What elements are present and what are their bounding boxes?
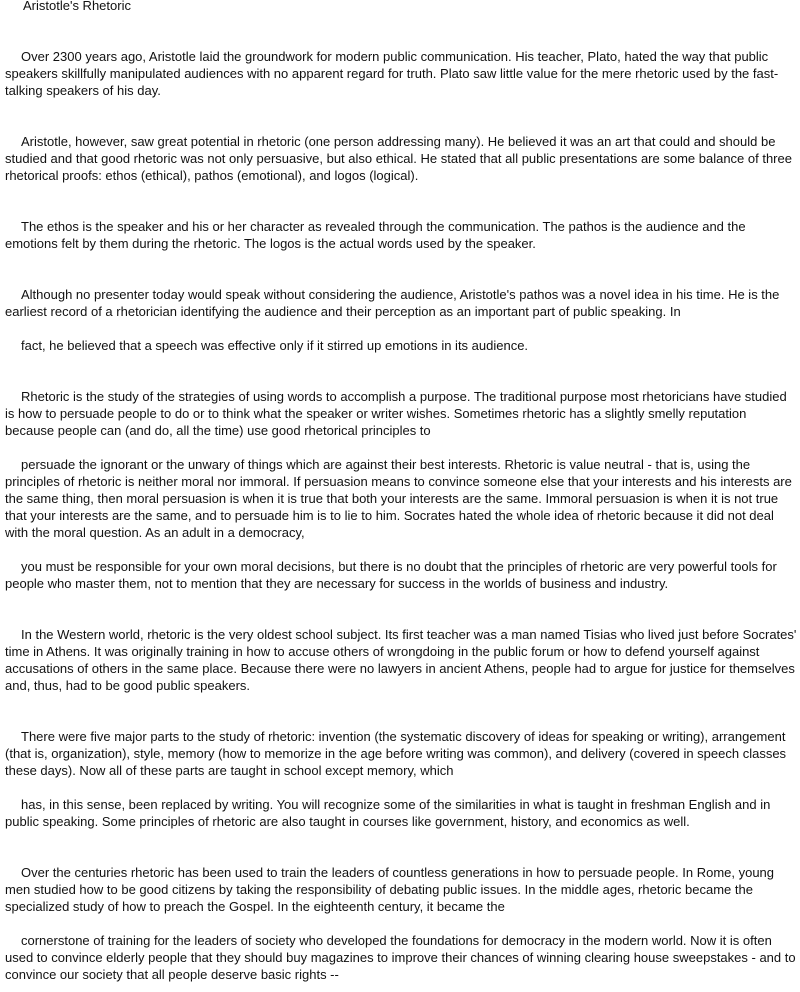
paragraph: persuade the ignorant or the unwary of things which are against their best interests. Rhetoric is value neutral - that is, using the principles of rhetoric is neither moral nor immoral. If persuasion means to convince someone else that your interests and his interests are the same thing, then moral persuasion is when it is true that both your interests are the same. Immoral persuasion is when it is not true that your interests are the same, and to persuade him is to lie to him. Socrates hated the whole idea of rhetoric because it did not deal with the moral question. As an adult in a democracy, bbox=[5, 457, 792, 540]
paragraph: has, in this sense, been replaced by writing. You will recognize some of the similarities in what is taught in freshman English and in public speaking. Some principles of rhetoric are also taught in courses like government, history, and economics as well. bbox=[5, 797, 771, 829]
paragraph: fact, he believed that a speech was effective only if it stirred up emotions in its audience. bbox=[21, 338, 529, 353]
paragraph: Rhetoric is the study of the strategies of using words to accomplish a purpose. The traditional purpose most rhetoricians have studied is how to persuade people to do or to think what the speaker or writer wishes. Sometimes rhetoric has a slightly smelly reputation because people can (and do, all the time) use good rhetorical principles to bbox=[5, 389, 787, 438]
paragraph: Although no presenter today would speak without considering the audience, Aristotle's pathos was a novel idea in his time. He is the earliest record of a rhetorician identifying the audience and their perception as an important part of public speaking. In bbox=[5, 287, 780, 319]
paragraph: There were five major parts to the study of rhetoric: invention (the systematic discovery of ideas for speaking or writing), arrangement (that is, organization), style, memory (how to memorize in the age before writing was common), and delivery (covered in speech classes these days). Now all of these parts are taught in school except memory, which bbox=[5, 729, 787, 778]
paragraph: Over the centuries rhetoric has been used to train the leaders of countless generations in how to persuade people. In Rome, young men studied how to be good citizens by taking the responsibility of debating public issues. In the middle ages, rhetoric became the specialized study of how to preach the Gospel. In the eighteenth century, it became the bbox=[5, 865, 775, 914]
paragraph: you must be responsible for your own moral decisions, but there is no doubt that the principles of rhetoric are very powerful tools for people who master them, not to mention that they are necessary for success in the worlds of business and industry. bbox=[5, 559, 777, 591]
document-title: Aristotle's Rhetoric bbox=[23, 0, 131, 13]
paragraph: cornerstone of training for the leaders of society who developed the foundations for democracy in the modern world. Now it is often used to convince elderly people that they should buy magazines to improve their chances of winning clearing house sweepstakes - and to convince our society that all people deserve basic rights -- bbox=[5, 933, 796, 982]
paragraph: The ethos is the speaker and his or her character as revealed through the communication. The pathos is the audience and the emotions felt by them during the rhetoric. The logos is the actual words used by the speaker. bbox=[5, 219, 746, 251]
paragraph: Over 2300 years ago, Aristotle laid the groundwork for modern public communication. His teacher, Plato, hated the way that public speakers skillfully manipulated audiences with no apparent regard for truth. Plato saw little value for the mere rhetoric used by the fast-talking speakers of his day. bbox=[5, 49, 779, 98]
paragraph: Aristotle, however, saw great potential in rhetoric (one person addressing many). He believed it was an art that could and should be studied and that good rhetoric was not only persuasive, but also ethical. He stated that all public presentations are some balance of three rhetorical proofs: ethos (ethical), pathos (emotional), and logos (logical). bbox=[5, 134, 792, 183]
paragraph: In the Western world, rhetoric is the very oldest school subject. Its first teacher was a man named Tisias who lived just before Socrates' time in Athens. It was originally training in how to accuse others of wrongdoing in the public forum or how to defend yourself against accusations of others in the same place. Because there were no lawyers in ancient Athens, people had to argue for justice for themselves and, thus, had to be good public speakers. bbox=[5, 627, 797, 693]
